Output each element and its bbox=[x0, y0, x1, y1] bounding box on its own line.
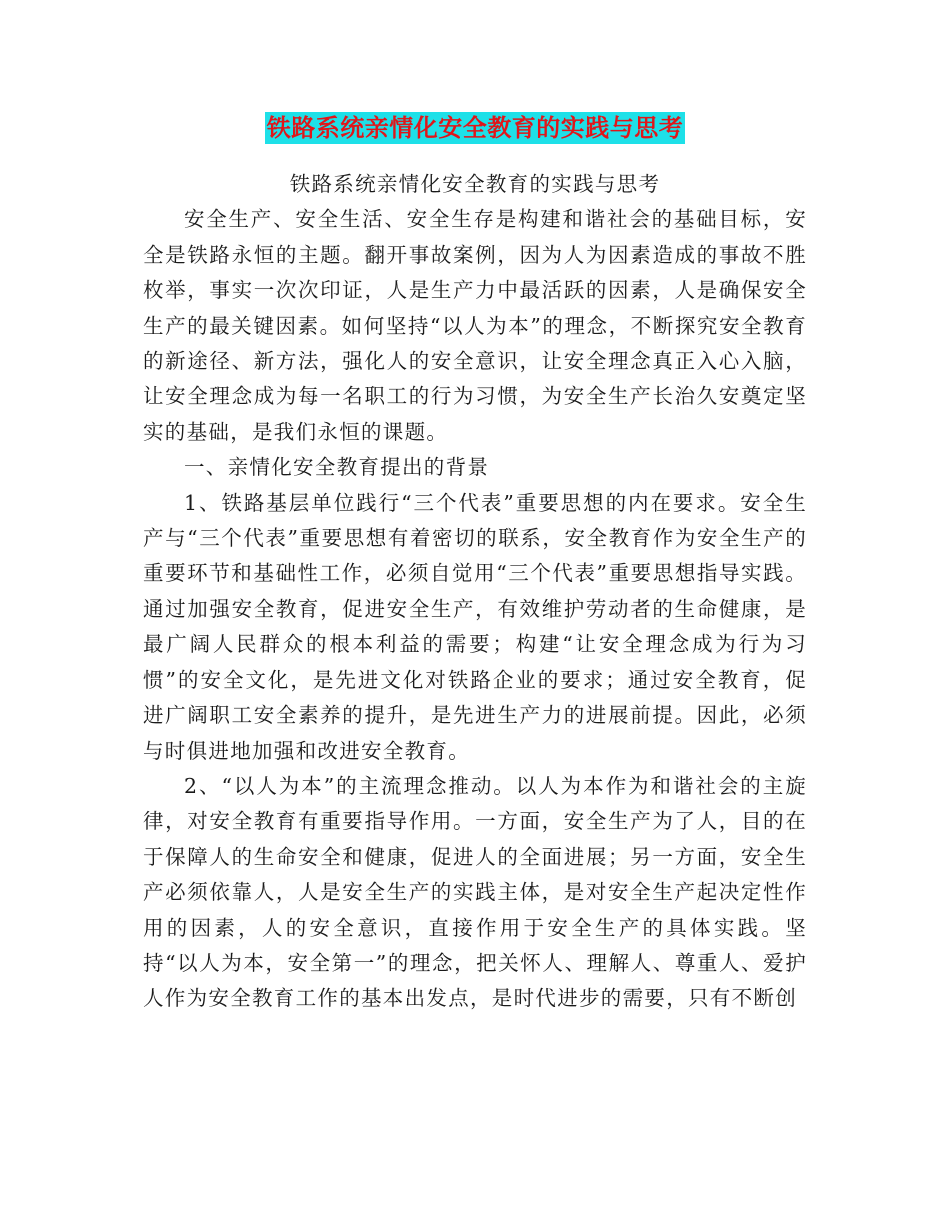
document-subtitle: 铁路系统亲情化安全教育的实践与思考 bbox=[289, 172, 661, 196]
paragraph-three-represents: 1、铁路基层单位践行“三个代表”重要思想的内在要求。安全生产与“三个代表”重要思想有着密切的联系，安全教育作为安全生产的重要环节和基础性工作，必须自觉用“三个代表”重要思想指导实践。通过加强安全教育，促进安全生产，有效维护劳动者的生命健康，是最广阔人民群众的根本利益的需要；构建“让安全理念成为行为习惯”的安全文化，是先进文化对铁路企业的要求；通过安全教育，促进广阔职工安全素养的提升，是先进生产力的进展前提。因此，必须与时俱进地加强和改进安全教育。 bbox=[143, 490, 807, 763]
document-title: 铁路系统亲情化安全教育的实践与思考 bbox=[266, 114, 684, 142]
title-container bbox=[0, 112, 950, 144]
section-heading-background: 一、亲情化安全教育提出的背景 bbox=[184, 455, 490, 480]
document-body bbox=[143, 167, 807, 1017]
paragraph-people-oriented: 2、“以人为本”的主流理念推动。以人为本作为和谐社会的主旋律，对安全教育有重要指导作用。一方面，安全生产为了人，目的在于保障人的生命安全和健康，促进人的全面进展；另一方面，安全生产必须依靠人，人是安全生产的实践主体，是对安全生产起决定性作用的因素，人的安全意识，直接作用于安全生产的具体实践。坚持“以人为本，安全第一”的理念，把关怀人、理解人、尊重人、爱护人作为安全教育工作的基本出发点，是时代进步的需要，只有不断创 bbox=[143, 773, 807, 1011]
paragraph-intro: 安全生产、安全生活、安全生存是构建和谐社会的基础目标，安全是铁路永恒的主题。翻开事故案例，因为人为因素造成的事故不胜枚举，事实一次次印证，人是生产力中最活跃的因素，人是确保安全生产的最关键因素。如何坚持“以人为本”的理念，不断探究安全教育的新途径、新方法，强化人的安全意识，让安全理念真正入心入脑，让安全理念成为每一名职工的行为习惯，为安全生产长治久安奠定坚实的基础，是我们永恒的课题。 bbox=[143, 207, 807, 444]
